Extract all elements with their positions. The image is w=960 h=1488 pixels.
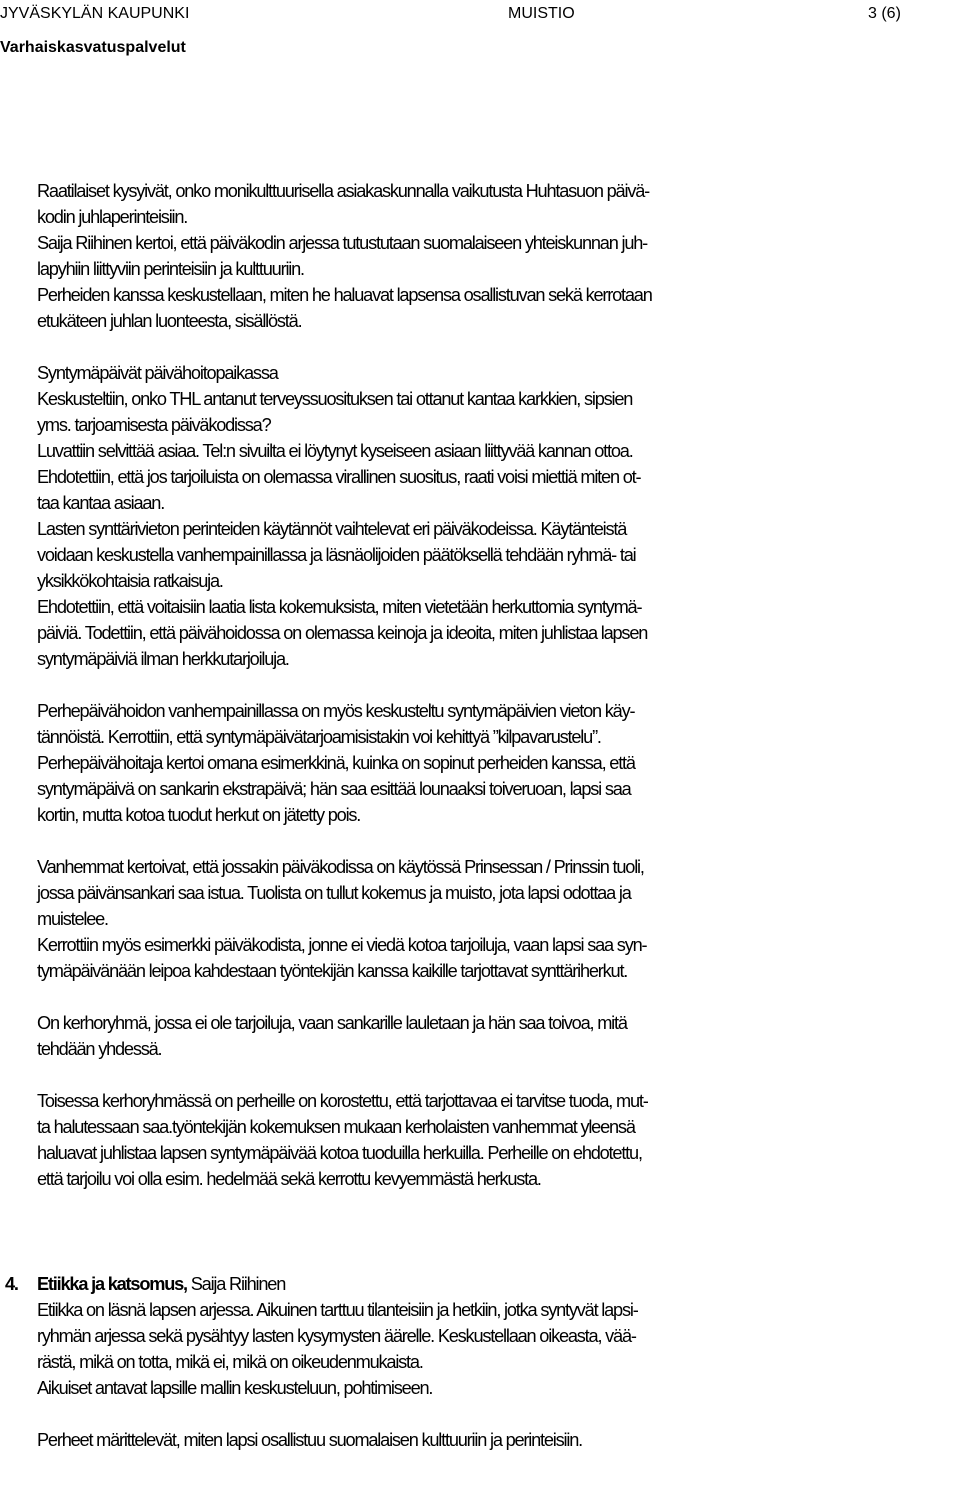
text-line: Etiikka on läsnä lapsen arjessa. Aikuinen tarttuu tilanteisiin ja hetkiin, jotka syntyvät lapsi- <box>37 1300 638 1320</box>
text-line: Perheet märittelevät, miten lapsi osallistuu suomalaisen kulttuuriin ja perinteisiin. <box>37 1430 582 1450</box>
document-body <box>5 178 960 1453</box>
text-line: muistelee. <box>37 909 108 929</box>
text-line: Aikuiset antavat lapsille mallin keskusteluun, pohtimiseen. <box>37 1378 433 1398</box>
text-line: että tarjoilu voi olla esim. hedelmää sekä kerrottu kevyemmästä herkusta. <box>37 1169 541 1189</box>
blank-line <box>37 1062 960 1088</box>
text-line: Lasten synttärivieton perinteiden käytännöt vaihtelevat eri päiväkodeissa. Käytänteistä <box>37 519 627 539</box>
text-line: syntymäpäiviä ilman herkkutarjoiluja. <box>37 649 289 669</box>
text-line: tehdään yhdessä. <box>37 1039 162 1059</box>
text-line: Saija Riihinen kertoi, että päiväkodin arjessa tutustutaan suomalaiseen yhteiskunnan juh- <box>37 233 648 253</box>
text-line: kortin, mutta kotoa tuodut herkut on jätetty pois. <box>37 805 361 825</box>
text-line: Kerrottiin myös esimerkki päiväkodista, jonne ei viedä kotoa tarjoiluja, vaan lapsi saa syn- <box>37 935 647 955</box>
text-line: Ehdotettiin, että voitaisiin laatia lista kokemuksista, miten vietetään herkuttomia syntymä- <box>37 597 642 617</box>
document-type: MUISTIO <box>508 5 575 22</box>
text-line: Perhepäivähoitaja kertoi omana esimerkkinä, kuinka on sopinut perheiden kanssa, että <box>37 753 635 773</box>
section-number: 4. <box>5 1274 18 1294</box>
blank-space <box>37 1192 960 1245</box>
text-line: haluavat juhlistaa lapsen syntymäpäivää kotoa tuoduilla herkuilla. Perheille on ehdotettu, <box>37 1143 642 1163</box>
paragraph-birthdays <box>37 360 960 672</box>
text-line: yms. tarjoamisesta päiväkodissa? <box>37 415 271 435</box>
text-line: taa kantaa asiaan. <box>37 493 165 513</box>
paragraph-family-daycare <box>37 698 960 828</box>
unit-name: Varhaiskasvatuspalvelut <box>0 39 186 56</box>
text-line: syntymäpäivä on sankarin ekstrapäivä; hän saa esittää lounaaksi toiveruoan, lapsi saa <box>37 779 631 799</box>
text-line: yksikkökohtaisia ratkaisuja. <box>37 571 223 591</box>
text-line: Luvattiin selvittää asiaa. Tel:n sivuilta ei löytynyt kyseiseen asiaan liittyvää kannan ottoa. <box>37 441 633 461</box>
paragraph-parents <box>37 854 960 984</box>
text-line: Perheiden kanssa keskustellaan, miten he haluavat lapsensa osallistuvan sekä kerrotaan <box>37 285 652 305</box>
text-line: Vanhemmat kertoivat, että jossakin päiväkodissa on käytössä Prinsessan / Prinssin tuoli, <box>37 857 644 877</box>
page-header <box>0 4 960 26</box>
blank-line <box>37 828 960 854</box>
paragraph-traditions <box>37 178 960 334</box>
blank-line <box>37 334 960 360</box>
section-4 <box>5 1271 960 1453</box>
blank-line <box>37 1401 960 1427</box>
blank-line <box>37 984 960 1010</box>
blank-line <box>37 1245 960 1271</box>
text-line: voidaan keskustella vanhempainillassa ja läsnäolijoiden päätöksellä tehdään ryhmä- tai <box>37 545 636 565</box>
text-line: On kerhoryhmä, jossa ei ole tarjoiluja, vaan sankarille lauletaan ja hän saa toivoa, mitä <box>37 1013 627 1033</box>
blank-line <box>37 672 960 698</box>
text-line: kodin juhlaperinteisiin. <box>37 207 188 227</box>
text-line: päiviä. Todettiin, että päivähoidossa on olemassa keinoja ja ideoita, miten juhlistaa lapsen <box>37 623 648 643</box>
text-line: etukäteen juhlan luonteesta, sisällöstä. <box>37 311 302 331</box>
section-heading <box>5 1271 928 1297</box>
text-line: Perhepäivähoidon vanhempainillassa on myös keskusteltu syntymäpäivien vieton käy- <box>37 701 635 721</box>
text-line: Toisessa kerhoryhmässä on perheille on korostettu, että tarjottavaa ei tarvitse tuoda, mut- <box>37 1091 648 1111</box>
text-line: tymäpäivänään leipoa kahdestaan työntekijän kanssa kaikille tarjottavat synttäriherkut. <box>37 961 628 981</box>
organization-name: JYVÄSKYLÄN KAUPUNKI <box>0 5 190 22</box>
text-line: tännöistä. Kerrottiin, että syntymäpäivätarjoamisistakin voi kehittyä ”kilpavarustelu”. <box>37 727 601 747</box>
text-line: jossa päivänsankari saa istua. Tuolista on tullut kokemus ja muisto, jota lapsi odottaa ja <box>37 883 631 903</box>
subheading-birthdays: Syntymäpäivät päivähoitopaikassa <box>37 363 278 383</box>
text-line: lapyhiin liittyviin perinteisiin ja kulttuuriin. <box>37 259 304 279</box>
paragraph-club-group <box>37 1010 960 1062</box>
text-line: Raatilaiset kysyivät, onko monikulttuurisella asiakaskunnalla vaikutusta Huhtasuon päivä- <box>37 181 649 201</box>
section-presenter: Saija Riihinen <box>186 1274 286 1294</box>
text-line: ryhmän arjessa sekä pysähtyy lasten kysymysten äärelle. Keskustellaan oikeasta, vää- <box>37 1326 636 1346</box>
page-number: 3 (6) <box>868 5 901 22</box>
text-line: Ehdotettiin, että jos tarjoiluista on olemassa virallinen suositus, raati voisi miettiä miten ot- <box>37 467 641 487</box>
text-line: rästä, mikä on totta, mikä ei, mikä on oikeudenmukaista. <box>37 1352 423 1372</box>
paragraph-second-club <box>37 1088 960 1192</box>
text-line: Keskusteltiin, onko THL antanut terveyssuosituksen tai ottanut kantaa karkkien, sipsien <box>37 389 633 409</box>
section-title: Etiikka ja katsomus, <box>37 1274 187 1294</box>
text-line: ta halutessaan saa.työntekijän kokemuksen mukaan kerholaisten vanhemmat yleensä <box>37 1117 635 1137</box>
